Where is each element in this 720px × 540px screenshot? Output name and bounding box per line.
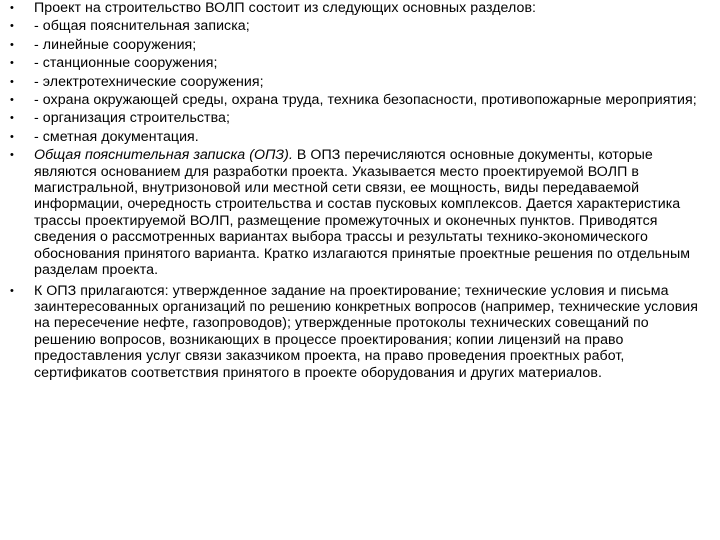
list-item: [0, 18, 720, 34]
list-item: [0, 147, 720, 278]
bullet-icon: •: [10, 57, 14, 70]
list-item-text: Проект на строительство ВОЛП состоит из следующих основных разделов:: [34, 0, 537, 16]
list-item-text: - общая пояснительная записка;: [34, 18, 250, 35]
list-item-text: - линейные сооружения;: [34, 36, 197, 53]
list-item: [0, 55, 720, 71]
bullet-icon: •: [10, 38, 14, 51]
list-item: [0, 74, 720, 90]
list-item: [0, 37, 720, 53]
list-item-text: К ОПЗ прилагаются: утвержденное задание на проектирование; технические условия и письма заинтересованных организаций по решению конкретных вопросов (например, технические условия на пересечение нефте, газопроводов); утвержденные протоколы технических совещаний по решению вопросов, возникающих в процессе проектирования; копии лицензий на право предоставления услуг связи заказчиком проекта, на право проведения проектных работ, сертификатов соответствия принятого в проекте оборудования и других материалов.: [34, 282, 699, 381]
bullet-icon: •: [10, 284, 14, 297]
list-item-text: - станционные сооружения;: [34, 55, 218, 72]
bullet-icon: •: [10, 75, 14, 88]
bullet-icon: •: [10, 130, 14, 143]
list-item: [0, 110, 720, 126]
list-item: [0, 92, 720, 108]
list-item-text: - электротехнические сооружения;: [34, 73, 264, 90]
list-item-text: - сметная документация.: [34, 128, 199, 145]
list-item-text: - организация строительства;: [34, 110, 230, 127]
list-item: [0, 129, 720, 145]
bullet-icon: •: [10, 2, 14, 14]
list-item: [0, 0, 720, 16]
list-item: [0, 283, 720, 381]
list-item-text: - охрана окружающей среды, охрана труда, техника безопасности, противопожарные мероприятия;: [34, 92, 697, 109]
bullet-icon: •: [10, 149, 14, 162]
list-item-text: В ОПЗ перечисляются основные документы, которые являются основанием для разработки проекта. Указывается место проектируемой ВОЛП в магистральной, внутризоновой или местной сети связи, ее мощность, виды передаваемой информации, очередность строительства и состав пусковых комплексов. Дается характеристика трассы проектируемой ВОЛП, размещение промежуточных и оконечных пунктов. Приводятся сведения о рассмотренных вариантах выбора трассы и результаты технико-экономического обоснования принятого варианта. Кратко излагаются принятые проектные решения по отдельным разделам проекта.: [34, 147, 691, 279]
list-item-lead: Общая пояснительная записка (ОПЗ).: [34, 147, 293, 164]
bullet-icon: •: [10, 94, 14, 107]
bullet-icon: •: [10, 20, 14, 33]
bullet-icon: •: [10, 112, 14, 125]
